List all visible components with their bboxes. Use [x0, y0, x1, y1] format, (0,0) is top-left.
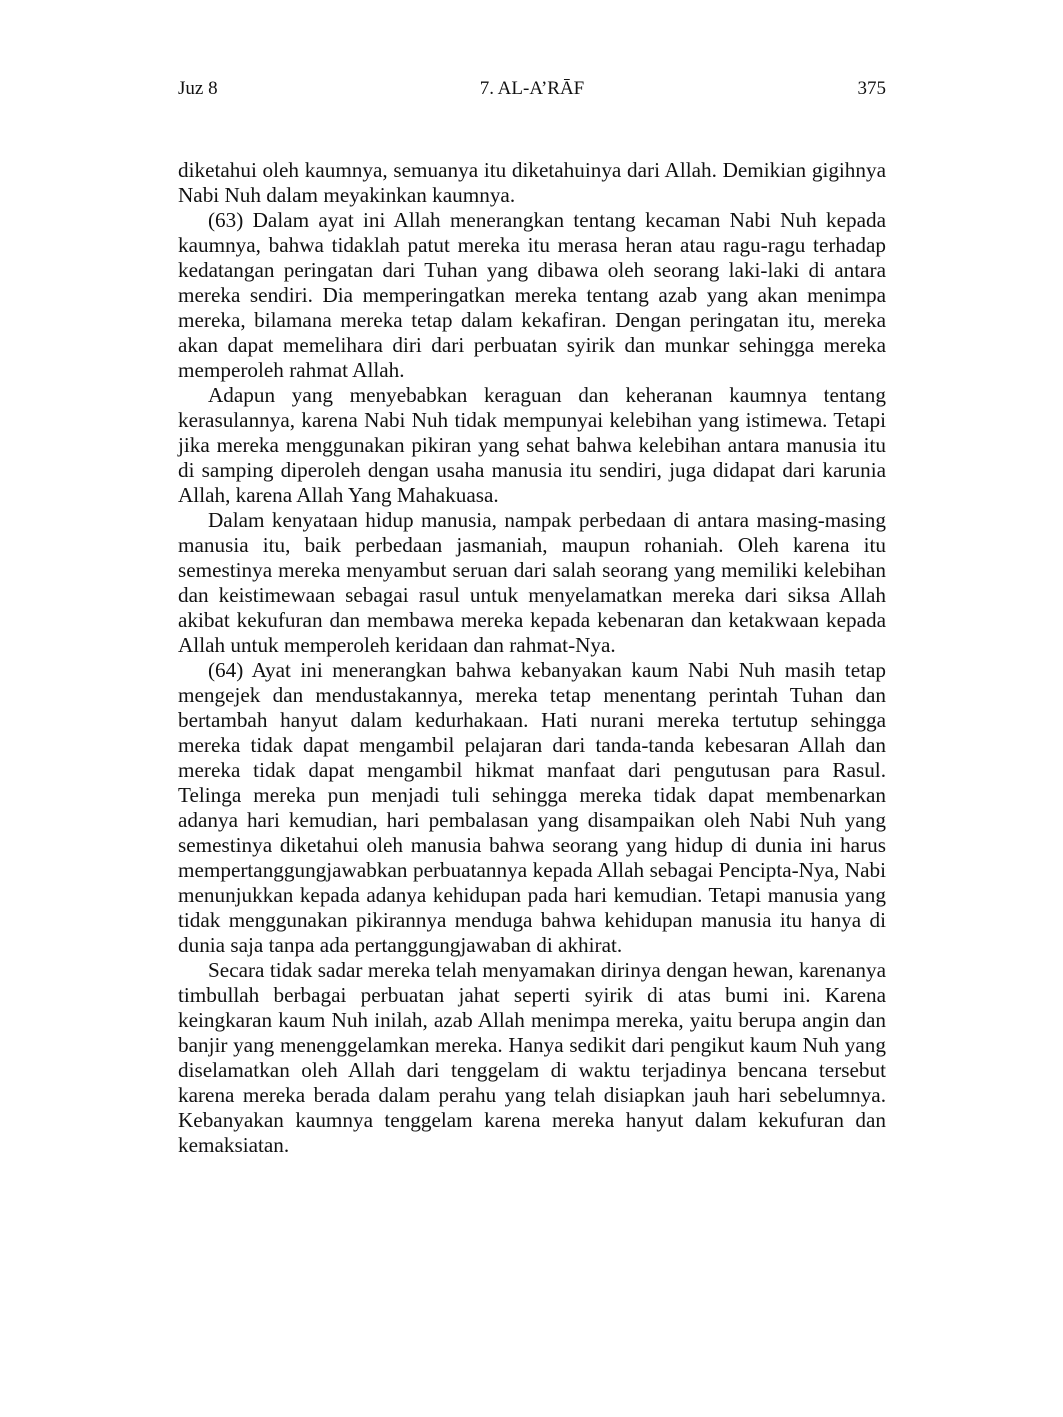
paragraph-verse-63: (63) Dalam ayat ini Allah menerangkan tentang kecaman Nabi Nuh kepada kaumnya, bahwa tidaklah patut mereka itu merasa heran atau ragu-ragu terhadap kedatangan peringatan dari Tuhan yang dibawa oleh seorang laki-laki di antara mereka sendiri. Dia memperingatkan mereka tentang azab yang akan menimpa mereka, bilamana mereka tetap dalam kekafiran. Dengan peringatan itu, mereka akan dapat memelihara diri dari perbuatan syirik dan munkar sehingga mereka memperoleh rahmat Allah. — [178, 208, 886, 382]
juz-label: Juz 8 — [178, 78, 218, 99]
page-header — [178, 74, 886, 104]
paragraph-verse-64: (64) Ayat ini menerangkan bahwa kebanyakan kaum Nabi Nuh masih tetap mengejek dan mendustakannya, mereka tetap menentang perintah Tuhan dan bertambah hanyut dalam kedurhakaan. Hati nurani mereka tertutup sehingga mereka tidak dapat mengambil pelajaran dari tanda-tanda kebesaran Allah dan mereka tidak dapat mengambil hikmat manfaat dari pengutusan para Rasul. Telinga mereka pun menjadi tuli sehingga mereka tidak dapat membenarkan adanya hari kemudian, hari pembalasan yang disampaikan oleh Nabi Nuh yang semestinya diketahui oleh manusia bahwa seorang yang hidup di dunia ini harus mempertanggungjawabkan perbuatannya kepada Allah sebagai Pencipta-Nya, Nabi menunjukkan kepada adanya kehidupan pada hari kemudian. Tetapi manusia yang tidak menggunakan pikirannya menduga bahwa kehidupan manusia itu hanya di dunia saja tanpa ada pertanggungjawaban di akhirat. — [178, 658, 886, 957]
paragraph: Adapun yang menyebabkan keraguan dan keheranan kaumnya tentang kerasulannya, karena Nabi Nuh tidak mempunyai kelebihan yang istimewa. Tetapi jika mereka menggunakan pikiran yang sehat bahwa kelebihan antara manusia itu di samping diperoleh dengan usaha manusia itu sendiri, juga didapat dari karunia Allah, karena Allah Yang Mahakuasa. — [178, 383, 886, 507]
surah-title: 7. AL-A’RĀF — [479, 78, 585, 99]
page-number: 375 — [857, 78, 886, 99]
body-text — [178, 158, 886, 1158]
paragraph: Secara tidak sadar mereka telah menyamakan dirinya dengan hewan, karenanya timbullah berbagai perbuatan jahat seperti syirik di atas bumi ini. Karena keingkaran kaum Nuh inilah, azab Allah menimpa mereka, yaitu berupa angin dan banjir yang menenggelamkan mereka. Hanya sedikit dari pengikut kaum Nuh yang diselamatkan oleh Allah dari tenggelam di waktu terjadinya bencana tersebut karena mereka berada dalam perahu yang telah disiapkan jauh hari sebelumnya. Kebanyakan kaumnya tenggelam karena mereka hanyut dalam kekufuran dan kemaksiatan. — [178, 958, 886, 1157]
paragraph-continued: diketahui oleh kaumnya, semuanya itu diketahuinya dari Allah. Demikian gigihnya Nabi Nuh dalam meyakinkan kaumnya. — [178, 158, 886, 207]
paragraph: Dalam kenyataan hidup manusia, nampak perbedaan di antara masing-masing manusia itu, baik perbedaan jasmaniah, maupun rohaniah. Oleh karena itu semestinya mereka menyambut seruan dari salah seorang yang memiliki kelebihan dan keistimewaan sebagai rasul untuk menyelamatkan mereka dari siksa Allah akibat kekufuran dan membawa mereka kepada kebenaran dan ketakwaan kepada Allah untuk memperoleh keridaan dan rahmat-Nya. — [178, 508, 886, 657]
